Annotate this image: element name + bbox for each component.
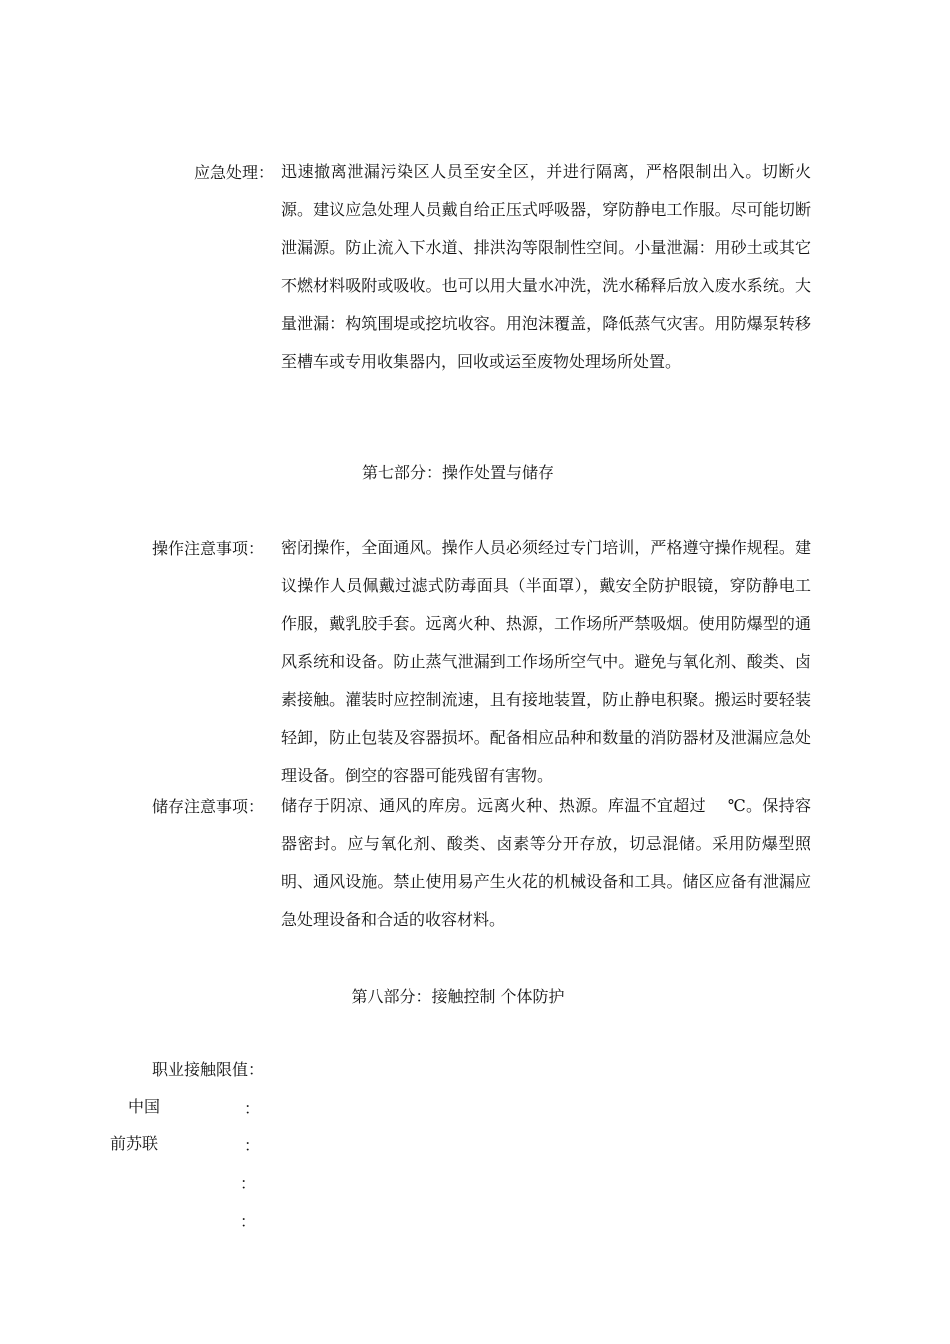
china-colon: ： (244, 1099, 261, 1118)
row3-colon: ： (240, 1174, 257, 1193)
storage-label: 储存注意事项： (152, 797, 265, 816)
ussr-label: 前苏联 (110, 1134, 159, 1153)
storage-text: 储存于阴凉、通风的库房。远离火种、热源。库温不宜超过 ℃。保持容器密封。应与氧化剂、酸类、卤素等分开存放，切忌混储。采用防爆型照明、通风设施。禁止使用易产生火花的机械设备和工具。储区应备有泄漏应急处理设备和合适的收容材料。 (281, 796, 811, 929)
section7-heading: 第七部分：操作处置与储存 (361, 463, 554, 482)
section8-heading: 第八部分：接触控制 个体防护 (351, 987, 565, 1006)
row4-colon: ： (240, 1212, 257, 1231)
emergency-label: 应急处理： (194, 163, 275, 182)
emergency-text: 迅速撤离泄漏污染区人员至安全区，并进行隔离，严格限制出入。切断火源。建议应急处理人员戴自给正压式呼吸器，穿防静电工作服。尽可能切断泄漏源。防止流入下水道、排洪沟等限制性空间。小量泄漏：用砂土或其它不燃材料吸附或吸收。也可以用大量水冲洗，洗水稀释后放入废水系统。大量泄漏：构筑围堤或挖坑收容。用泡沫覆盖，降低蒸气灾害。用防爆泵转移至槽车或专用收集器内，回收或运至废物处理场所处置。 (281, 162, 811, 371)
ussr-colon: ： (244, 1136, 261, 1155)
operation-text: 密闭操作，全面通风。操作人员必须经过专门培训，严格遵守操作规程。建议操作人员佩戴过滤式防毒面具（半面罩），戴安全防护眼镜，穿防静电工作服，戴乳胶手套。远离火种、热源，工作场所严禁吸烟。使用防爆型的通风系统和设备。防止蒸气泄漏到工作场所空气中。避免与氧化剂、酸类、卤素接触。灌装时应控制流速，且有接地装置，防止静电积聚。搬运时要轻装轻卸，防止包装及容器损坏。配备相应品种和数量的消防器材及泄漏应急处理设备。倒空的容器可能残留有害物。 (281, 538, 811, 785)
operation-label: 操作注意事项： (152, 539, 265, 558)
china-label: 中国 (128, 1097, 161, 1116)
exposure-limit-label: 职业接触限值： (152, 1060, 265, 1079)
